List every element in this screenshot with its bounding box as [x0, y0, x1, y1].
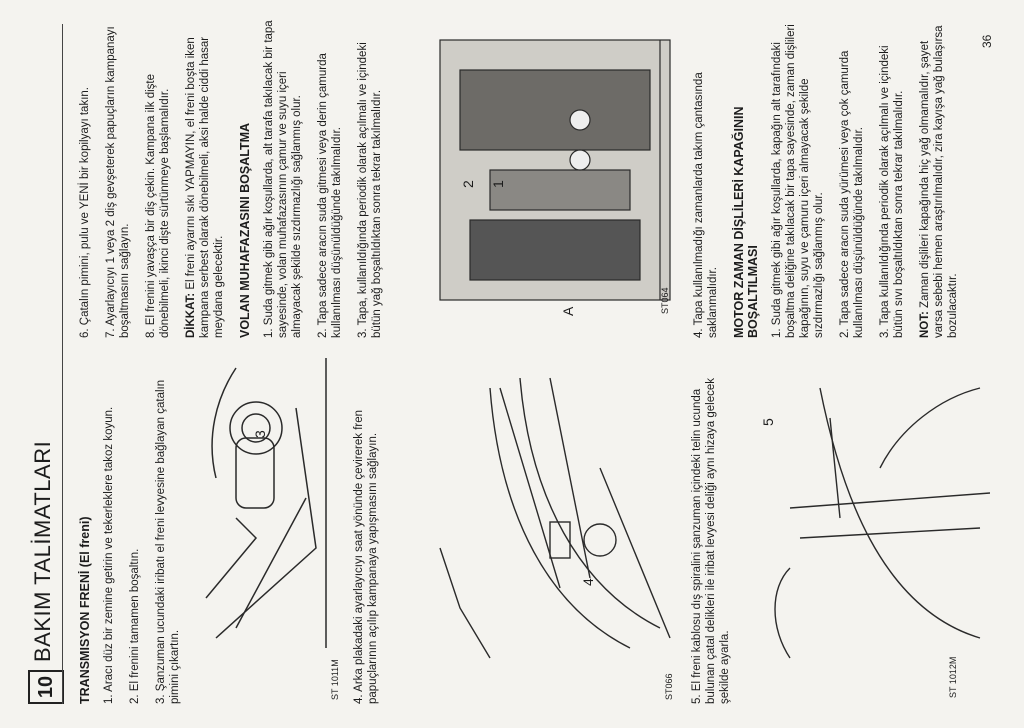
timing-step-3: 3. Tapa kullanıldığında periodik olarak açılmalı ve içindeki bütün sıvı boşaltıldıktan sonra tekrar takılmalıdır.: [879, 45, 905, 338]
step-2: 2. El frenini tamamen boşaltın.: [129, 548, 141, 704]
caution-label: DİKKAT:: [185, 292, 197, 338]
column-1b: [352, 374, 392, 704]
figure-brake-drum: [430, 368, 680, 668]
section-title-flywheel: VOLAN MUHAFAZASINI BOŞALTMA: [238, 122, 252, 338]
column-1c: [690, 374, 744, 704]
figure-3-callout: 5: [760, 418, 776, 426]
brake-cable-drawing: [760, 368, 990, 668]
timing-step-1: 1. Suda gitmek gibi ağır koşullarda, kapağın alt tarafındaki boşaltma deliğine takılacak bir tapa sayesinde, zaman dişlileri kapağının, suyu ve çamuru içeri almayacak şekilde sızdırmazlığı sağlanmış olur.: [771, 24, 825, 338]
timing-step-2: 2. Tapa sadece aracın suda yürümesi veya çok çamurda kullanılması düşünüldüğünde takılmalıdır.: [839, 50, 865, 338]
figure-2-caption: ST066: [664, 673, 674, 700]
step-7: 7. Ayarlayıcıyı 1 veya 2 diş gevşeterek papuçların kampanayı boşaltmasını sağlayın.: [105, 26, 131, 338]
section-title-timing-cover: MOTOR ZAMAN DİŞLİLERİ KAPAĞININ BOŞALTILMASI: [732, 106, 760, 338]
step-5: 5. El freni kablosu dış spiralini şanzuman içindeki telin ucunda bulunan çatal delikleri ile iribat levyesi deliği aynı hizaya gelecek şekilde ayarla.: [691, 377, 731, 704]
flywheel-housing-drawing: [430, 20, 680, 320]
page-title: BAKIM TALİMATLARI: [30, 440, 55, 662]
figure-handbrake-linkage: [196, 348, 342, 658]
chapter-number-box: 10: [28, 670, 64, 704]
figure-4-callout-1: 1: [490, 180, 506, 188]
figure-1-caption: ST 1011M: [330, 659, 340, 700]
figure-1-callout: 3: [252, 430, 268, 438]
linkage-drawing: [196, 348, 342, 658]
step-8: 8. El frenini yavaşça bir diş çekin. Kampana ilk dişte dönebilmeli, ikinci dişte sürtünmeye başlamalıdır.: [145, 74, 171, 338]
caution-text: El freni ayarını sıkı YAPMAYIN, el freni boşta iken kampana serbest olarak dönebilmeli, aksi halde ciddi hasar meydana gelecektir.: [185, 36, 225, 338]
section-title-transmission-brake: TRANSMISYON FRENİ (El freni): [78, 516, 92, 704]
figure-4-callout-2: 2: [460, 180, 476, 188]
step-1: 1. Aracı düz bir zemine getirin ve tekerleklere takoz koyun.: [103, 406, 115, 704]
note-text: Zaman dişlileri kapağında hiç yağ olmamalıdır, şayet varsa sebebi hemen araştırılmalıdır, zira kayışa yağ bulaşırsa bozulacaktır.: [919, 25, 959, 338]
figure-brake-cable: [760, 368, 990, 668]
flywheel-step-4: 4. Tapa kullanılmadığı zamanlarda takım çantasında saklanmalıdır.: [693, 72, 719, 338]
step-3: 3. Şanzuman ucundaki iribatı el freni levyesine bağlayan çatalın pimini çıkartın.: [155, 379, 181, 704]
step-4: 4. Arka plakadaki ayarlayıcıyı saat yönünde çevirerek fren papuçlarının açılıp kampanaya yapışmasını sağlayın.: [353, 409, 379, 704]
column-2b: [692, 16, 972, 338]
figure-4-callout-a: A: [560, 306, 576, 316]
figure-4-caption: ST064: [660, 287, 670, 314]
figure-2-callout: 4: [580, 578, 596, 586]
figure-flywheel-housing: [430, 20, 680, 320]
note-label: NOT:: [919, 311, 931, 338]
flywheel-step-3: 3. Tapa, kullanıldığında periodik olarak açılmalı ve içindeki bütün yağ boşaltıldıktan sonra tekrar takılmalıdır.: [357, 42, 383, 338]
column-2: [78, 16, 396, 338]
figure-3-caption: ST 1012M: [948, 656, 958, 698]
flywheel-step-2: 2. Tapa sadece aracın suda gitmesi veya derin çamurda kullanılması düşünüldüğünde takılmalıdır.: [317, 53, 343, 338]
flywheel-step-1: 1. Suda gitmek gibi ağır koşullarda, alt tarafa takılacak bir tapa sayesinde, volan muhafazasının çamur ve suyu içeri almayacak şekilde sızdırmazlığı sağlanmış olur.: [263, 20, 303, 338]
header-rule: [62, 24, 63, 704]
caution-note: [184, 16, 226, 338]
step-6: 6. Çatalın pimini, pulu ve YENİ bir kopilyayı takın.: [79, 87, 91, 338]
column-1: [78, 374, 194, 704]
page-number: 36: [980, 34, 994, 48]
brake-drum-drawing: [430, 368, 680, 668]
note: [918, 16, 960, 338]
